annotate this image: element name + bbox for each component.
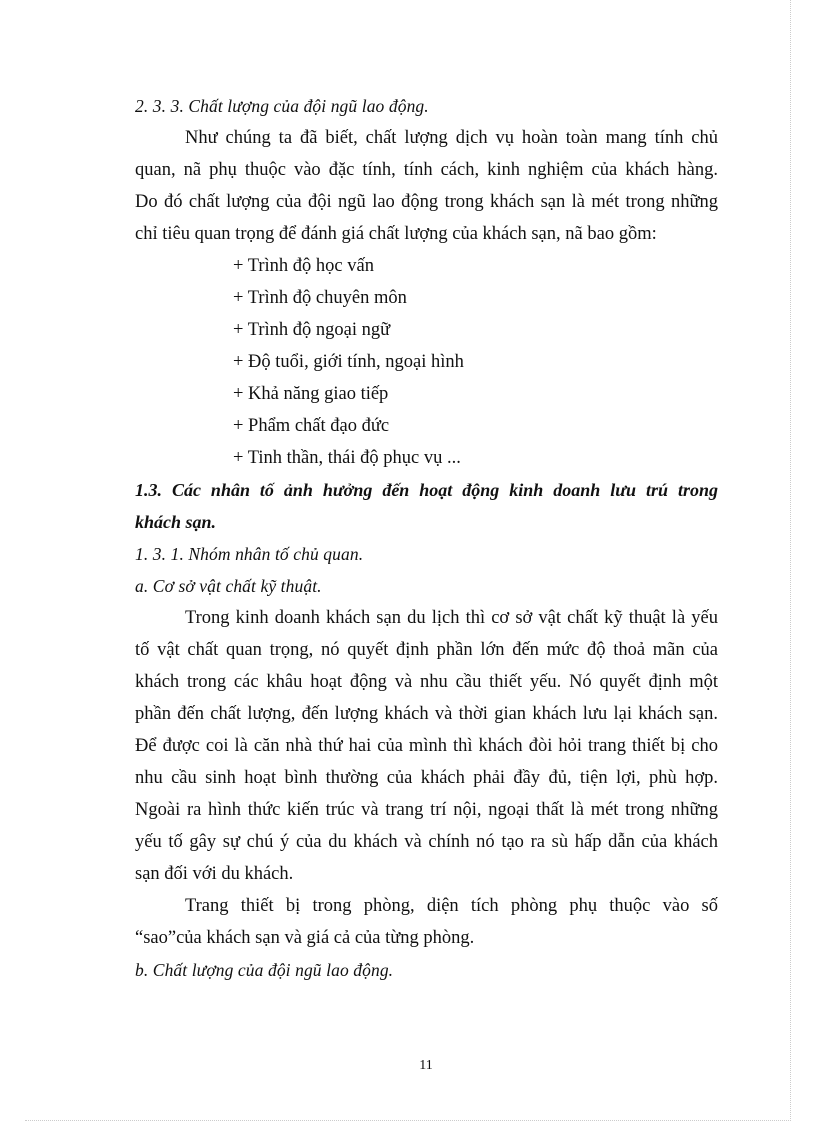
- list-item: + Tinh thần, thái độ phục vụ ...: [233, 448, 461, 468]
- section-heading-line: 1.3. Các nhân tố ảnh hưởng đến hoạt động kinh doanh lưu trú trong: [135, 480, 718, 500]
- paragraph-line: tố vật chất quan trọng, nó quyết định phần lớn đến mức độ thoả mãn của: [135, 640, 718, 660]
- section-heading-line: khách sạn.: [135, 512, 217, 532]
- paragraph-line: quan, nã phụ thuộc vào đặc tính, tính cách, kinh nghiệm của khách hàng.: [135, 160, 718, 180]
- criteria-list: [135, 250, 718, 474]
- list-item: + Trình độ chuyên môn: [233, 288, 407, 308]
- paragraph-line: sạn đối với du khách.: [135, 864, 294, 884]
- paragraph-line: phần đến chất lượng, đến lượng khách và thời gian khách lưu lại khách sạn.: [135, 704, 718, 724]
- paragraph-quality-intro: [135, 122, 718, 250]
- paragraph-line: Như chúng ta đã biết, chất lượng dịch vụ hoàn toàn mang tính chủ: [185, 128, 718, 148]
- list-item: + Trình độ học vấn: [233, 256, 374, 276]
- page-border-bottom: [25, 1120, 791, 1121]
- sub-heading-b: b. Chất lượng của đội ngũ lao động.: [135, 960, 394, 980]
- paragraph-line: Trang thiết bị trong phòng, diện tích phòng phụ thuộc vào số: [185, 896, 718, 916]
- paragraph-line: Trong kinh doanh khách sạn du lịch thì cơ sở vật chất kỹ thuật là yếu: [185, 608, 718, 628]
- list-item: + Phẩm chất đạo đức: [233, 416, 390, 436]
- page-number: 11: [419, 1058, 433, 1073]
- list-item: + Độ tuổi, giới tính, ngoại hình: [233, 352, 464, 372]
- paragraph-facilities: [135, 602, 718, 890]
- paragraph-line: chỉ tiêu quan trọng để đánh giá chất lượng của khách sạn, nã bao gồm:: [135, 224, 657, 244]
- page-border-right: [790, 0, 791, 1121]
- paragraph-line: Ngoài ra hình thức kiến trúc và trang trí nội, ngoại thất là mét trong những: [135, 800, 718, 820]
- paragraph-line: khách trong các khâu hoạt động và nhu cầu thiết yếu. Nó quyết định một: [135, 672, 718, 692]
- list-item: + Trình độ ngoại ngữ: [233, 320, 391, 340]
- paragraph-line: “sao”của khách sạn và giá cả của từng phòng.: [135, 928, 475, 948]
- sub-heading-a: a. Cơ sở vật chất kỹ thuật.: [135, 576, 322, 596]
- list-item: + Khả năng giao tiếp: [233, 384, 389, 404]
- paragraph-room-equipment: [135, 890, 718, 954]
- section-heading-1-3: [135, 474, 718, 538]
- page-content: [135, 90, 718, 986]
- sub-heading-2-3-3: 2. 3. 3. Chất lượng của đội ngũ lao động.: [135, 96, 429, 116]
- paragraph-line: yếu tố gây sự chú ý của du khách và chính nó tạo ra sù hấp dẫn của khách: [135, 832, 718, 852]
- sub-heading-1-3-1: 1. 3. 1. Nhóm nhân tố chủ quan.: [135, 544, 364, 564]
- paragraph-line: nhu cầu sinh hoạt bình thường của khách phải đầy đủ, tiện lợi, phù hợp.: [135, 768, 718, 788]
- paragraph-line: Do đó chất lượng của đội ngũ lao động trong khách sạn là mét trong những: [135, 192, 718, 212]
- paragraph-line: Để được coi là căn nhà thứ hai của mình thì khách đòi hỏi trang thiết bị cho: [135, 736, 718, 756]
